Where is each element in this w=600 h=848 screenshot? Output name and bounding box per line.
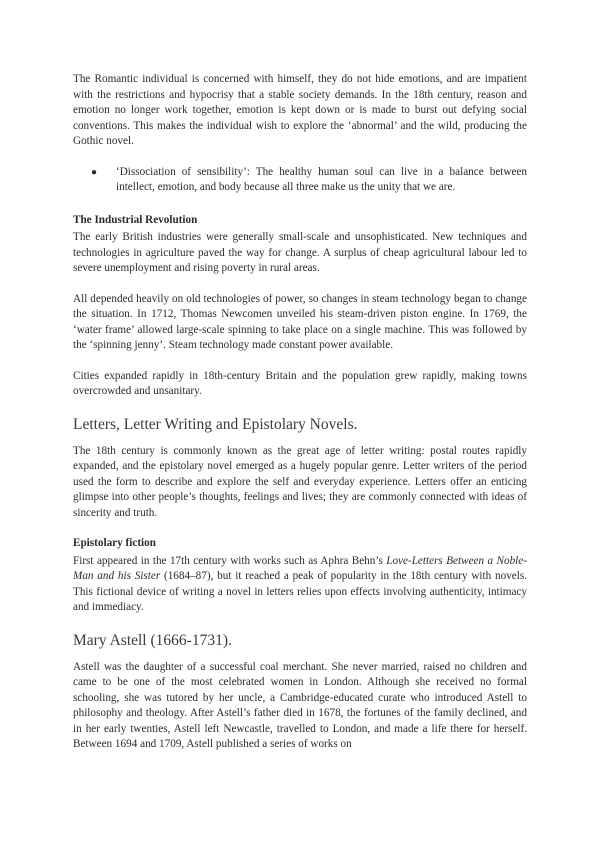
letters-paragraph-1: The 18th century is commonly known as the great age of letter writing: postal routes rapidly expanded, and the epistolary novel emerged as a hugely popular genre. Letter writers of the period used the form to describe and explore the self and everyday experience. Letters offer an enticing glimpse into other people’s thoughts, feelings and lives; they are commonly connected with ideas of sincerity and truth.	[73, 444, 527, 519]
industrial-paragraph-3: Cities expanded rapidly in 18th-century Britain and the population grew rapidly, making towns overcrowded and unsanitary.	[73, 369, 527, 397]
industrial-paragraph-1: The early British industries were generally small-scale and unsophisticated. New techniques and technologies in agriculture paved the way for change. A surplus of cheap agricultural labour led to severe unemployment and rising poverty in rural areas.	[73, 231, 527, 274]
astell-heading: Mary Astell (1666-1731).	[73, 631, 232, 649]
industrial-paragraph-2: All depended heavily on old technologies of power, so changes in steam technology began to change the situation. In 1712, Thomas Newcomen unveiled his steam-driven piston engine. In 1769, the ‘water frame’ allowed large-scale spinning to take place on a single machine. This was followed by the ‘spinning jenny’. Steam technology made constant power available.	[73, 292, 527, 351]
astell-paragraph: Astell was the daughter of a successful coal merchant. She never married, raised no children and came to be one of the most celebrated women in London. Although she received no formal schooling, she was tutored by her uncle, a Cambridge-educated curate who introduced Astell to philosophy and theology. After Astell’s father died in 1678, the fortunes of the family declined, and in her early twenties, Astell left Newcastle, travelled to London, and made a life there for herself. Between 1694 and 1709, Astell published a series of works on	[73, 660, 527, 750]
industrial-heading: The Industrial Revolution	[73, 213, 198, 226]
bullet-text: ‘Dissociation of sensibility’: The healthy human soul can live in a balance between intellect, emotion, and body because all three make us the unity that we are.	[116, 165, 527, 193]
bullet-list	[73, 165, 527, 196]
epistolary-text-end: (1684–87), but it reached a peak of popularity in the 18th century with novels. This fictional device of writing a novel in letters relies upon effects involving authenticity, intimacy and immediacy.	[73, 570, 528, 613]
intro-paragraph: The Romantic individual is concerned with himself, they do not hide emotions, and are impatient with the restrictions and hypocrisy that a stable society demands. In the 18th century, reason and emotion no longer work together, emotion is kept down or is made to burst out defying social conventions. This makes the individual wish to explore the ‘abnormal’ and the wild, producing the Gothic novel.	[73, 73, 527, 147]
letters-heading: Letters, Letter Writing and Epistolary Novels.	[73, 415, 358, 433]
bullet-icon: ●	[91, 166, 98, 178]
document-body	[73, 72, 527, 768]
epistolary-text-start: First appeared in the 17th century with works such as Aphra Behn’s	[73, 554, 387, 567]
epistolary-paragraph	[73, 554, 527, 616]
list-item	[73, 165, 527, 196]
book-title: Love-Letters Between a Noble-Man and his Sister	[73, 554, 527, 582]
epistolary-heading: Epistolary fiction	[73, 537, 156, 549]
